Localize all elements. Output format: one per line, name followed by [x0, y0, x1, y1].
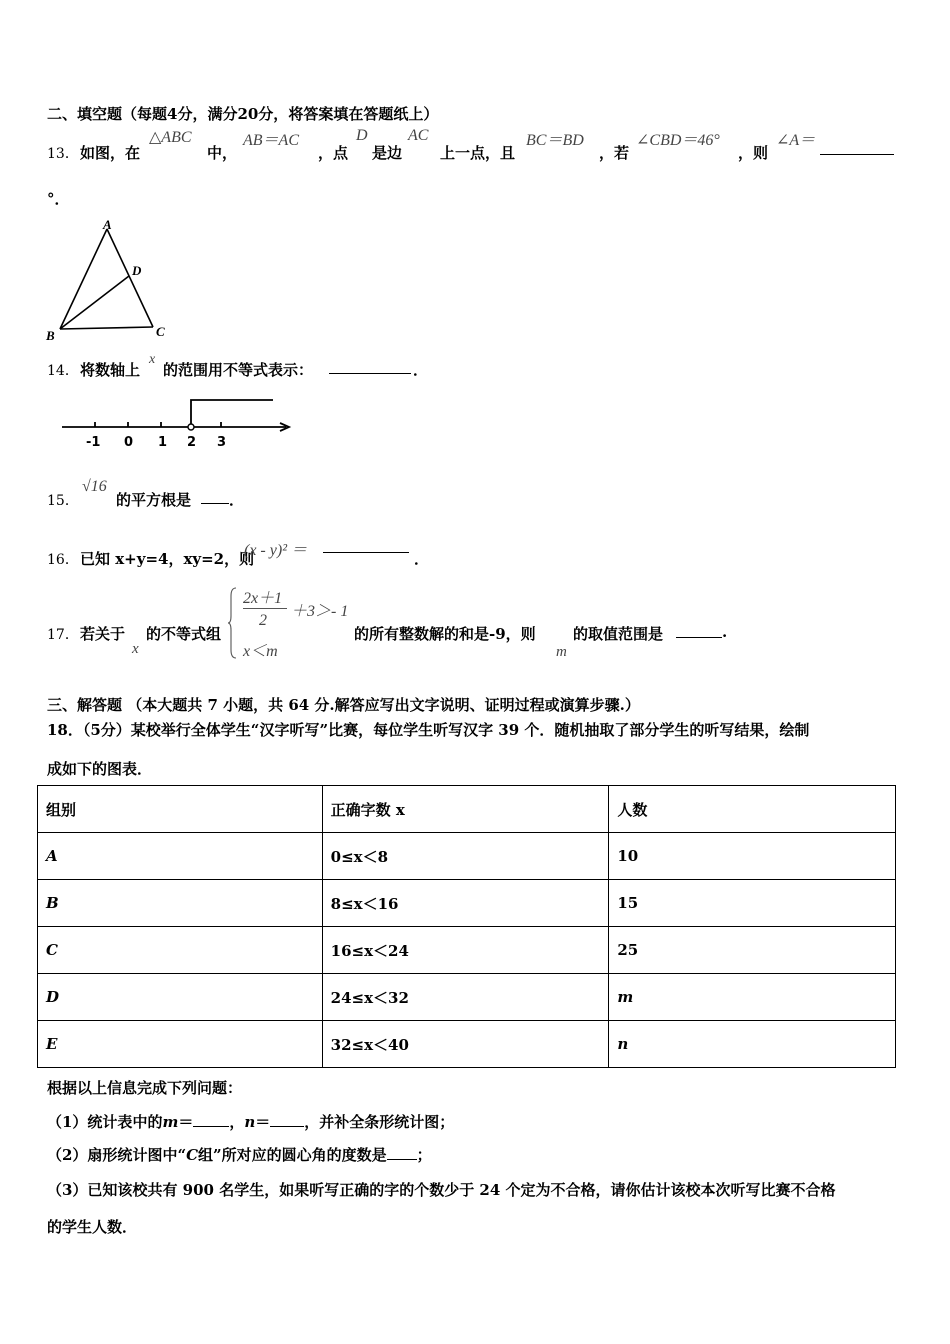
q14-text-2: 的范围用不等式表示：: [163, 361, 314, 379]
table-cell: 24≤x＜32: [322, 974, 609, 1021]
q17-text-4: 的取值范围是: [573, 625, 664, 643]
table-cell: A: [38, 833, 323, 880]
q15-end: ．: [229, 491, 245, 509]
table-cell: 15: [609, 880, 896, 927]
q18-p1-c: ，: [229, 1113, 245, 1131]
table-header-count: 正确字数 x: [322, 786, 609, 833]
table-cell: 32≤x＜40: [322, 1021, 609, 1068]
q18-p1-blank-n: [270, 1112, 304, 1127]
q17-sys-numerator: 2x＋1: [243, 590, 283, 607]
q18-p2-blank: [387, 1145, 417, 1160]
table-cell: 16≤x＜24: [322, 927, 609, 974]
q13-math-bc-bd: BC＝BD: [526, 132, 584, 149]
q17-sys-line2: x＜m: [243, 643, 278, 660]
section-3-heading: 三、解答题 （本大题共 7 小题，共 64 分.解答应写出文字说明、证明过程或演算步骤.）: [47, 696, 640, 714]
figure-label-a: A: [103, 217, 112, 232]
figure-label-c: C: [156, 324, 165, 339]
q13-math-triangle: △ABC: [149, 129, 192, 146]
q13-tail: °．: [47, 190, 70, 208]
q17-number: 17．: [47, 627, 79, 643]
q18-intro: 根据以上信息完成下列问题：: [47, 1079, 243, 1097]
q15-math-sqrt16: √16: [82, 478, 107, 495]
section-2-heading: 二、填空题（每题4分，满分20分，将答案填在答题纸上）: [47, 105, 439, 123]
table-row: [38, 1021, 896, 1068]
q17-var-x: x: [132, 641, 139, 657]
q18-p1-b: ＝: [178, 1113, 194, 1131]
figure-label-b: B: [46, 328, 55, 343]
table-row: [38, 880, 896, 927]
q13-text-7: ，则: [738, 144, 769, 162]
q14-end: ．: [413, 361, 429, 379]
q18-line-2: 成如下的图表．: [47, 760, 153, 778]
q16-answer-blank: [323, 552, 409, 553]
table-cell: 10: [609, 833, 896, 880]
table-header-group: 组别: [38, 786, 323, 833]
q16-math-expression: (x - y)² ＝: [244, 542, 307, 559]
q18-p1-d: ＝: [255, 1113, 271, 1131]
q13-math-angle-a: ∠A＝: [776, 132, 816, 149]
q13-math-ac: AC: [408, 127, 429, 144]
q14-math-x: x: [149, 352, 156, 367]
q18-part-2: [47, 1144, 432, 1165]
axis-tick-minus1: -1: [86, 435, 101, 450]
q17-system-brace: [228, 586, 238, 660]
table-header-row: [38, 786, 896, 833]
table-row: [38, 833, 896, 880]
table-header-people: 人数: [609, 786, 896, 833]
q17-answer-blank: [676, 637, 722, 638]
q17-end: .: [722, 623, 728, 641]
q17-fraction-bar: [243, 608, 287, 609]
q18-p1-e: ，并补全条形统计图；: [304, 1113, 455, 1131]
q13-text-3: ，点: [318, 144, 349, 162]
q18-p2-a: （2）扇形统计图中“: [47, 1146, 187, 1164]
q18-p1-m: m: [162, 1113, 179, 1131]
q16-end: ．: [414, 550, 430, 568]
q14-number-line: [58, 392, 298, 452]
q14-text-1: 将数轴上: [80, 361, 141, 379]
q15-text: 的平方根是: [116, 491, 192, 509]
q17-text-3: 的所有整数解的和是-9，则: [354, 625, 536, 643]
q17-text-2: 的不等式组: [146, 625, 222, 643]
q18-line-1: 18．（5分）某校举行全体学生“汉字听写”比赛，每位学生听写汉字 39 个．随机抽取了部分学生的听写结果，绘制: [47, 721, 810, 739]
q15-answer-blank: [201, 503, 229, 504]
q17-text-1: 若关于: [80, 625, 126, 643]
table-cell: C: [38, 927, 323, 974]
q17-sys-denominator: 2: [259, 612, 267, 629]
table-cell: E: [38, 1021, 323, 1068]
q13-answer-blank: [820, 154, 894, 155]
table-cell: 0≤x＜8: [322, 833, 609, 880]
table-row: [38, 974, 896, 1021]
q13-text-1: 如图，在: [80, 144, 141, 162]
q16-text: 已知 x+y=4，xy=2，则: [80, 550, 255, 568]
q14-number: 14．: [47, 363, 79, 379]
table-cell: m: [609, 974, 896, 1021]
q16-number: 16．: [47, 552, 79, 568]
q13-text-6: ，若: [599, 144, 630, 162]
q18-p2-c: C: [186, 1146, 199, 1164]
table-cell: 8≤x＜16: [322, 880, 609, 927]
q14-answer-blank: [329, 373, 411, 374]
table-cell: n: [609, 1021, 896, 1068]
q13-text-2: 中，: [207, 144, 238, 162]
axis-tick-2: 2: [187, 435, 197, 450]
axis-tick-3: 3: [217, 435, 227, 450]
q18-part-3-line-1: （3）已知该校共有 900 名学生，如果听写正确的字的个数少于 24 个定为不合格，请你估计该校本次听写比赛不合格: [47, 1181, 836, 1199]
q18-p2-e: ；: [416, 1146, 432, 1164]
q18-p1-a: （1）统计表中的: [47, 1113, 163, 1131]
axis-tick-0: 0: [124, 435, 134, 450]
table-cell: 25: [609, 927, 896, 974]
q15-number: 15．: [47, 493, 79, 509]
q13-math-ab-ac: AB＝AC: [243, 132, 299, 149]
figure-label-d: D: [132, 263, 142, 278]
q18-part-1: [47, 1111, 454, 1132]
q17-sys-rest: ＋3＞- 1: [291, 603, 349, 620]
q13-triangle-figure: [40, 215, 180, 345]
table-cell: B: [38, 880, 323, 927]
q18-table: [37, 785, 896, 1068]
q13-text-4: 是边: [372, 144, 403, 162]
q13-number: 13．: [47, 146, 79, 162]
q18-p1-n: n: [244, 1113, 256, 1131]
q18-p1-blank-m: [193, 1112, 229, 1127]
q18-part-3-line-2: 的学生人数．: [47, 1218, 138, 1236]
table-row: [38, 927, 896, 974]
q13-math-angle-cbd: ∠CBD＝46°: [636, 132, 720, 149]
table-cell: D: [38, 974, 323, 1021]
axis-tick-1: 1: [158, 435, 168, 450]
q13-math-d: D: [356, 127, 368, 144]
q18-p2-b: 组”所对应的圆心角的度数是: [198, 1146, 387, 1164]
q17-var-m: m: [556, 644, 567, 660]
q13-text-5: 上一点，且: [440, 144, 516, 162]
